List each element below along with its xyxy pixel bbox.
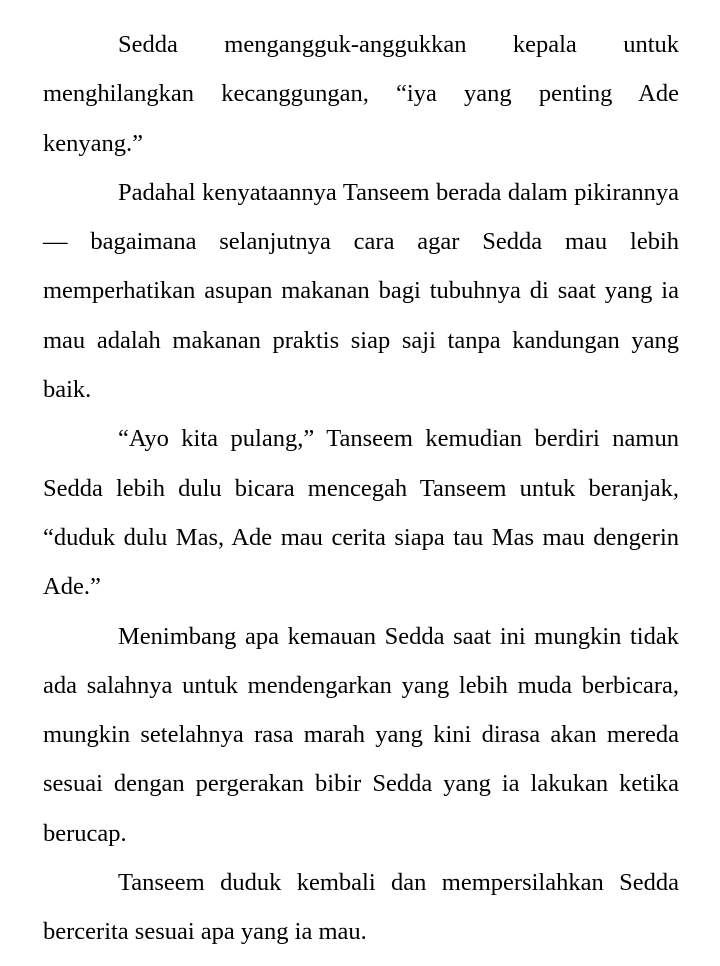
paragraph: Sedda mengangguk-anggukkan kepala untuk menghilangkan kecanggungan, “iya yang penting Ade kenyang.” <box>43 31 679 157</box>
paragraph: Tanseem duduk kembali dan mempersilahkan Sedda bercerita sesuai apa yang ia mau. <box>43 869 679 946</box>
paragraph: “Ayo kita pulang,” Tanseem kemudian berdiri namun Sedda lebih dulu bicara mencegah Tanseem untuk beranjak, “duduk dulu Mas, Ade mau cerita siapa tau Mas mau dengerin Ade.” <box>43 425 679 601</box>
document-page <box>43 20 679 957</box>
paragraph: Padahal kenyataannya Tanseem berada dalam pikirannya— bagaimana selanjutnya cara agar Sedda mau lebih memperhatikan asupan makanan bagi tubuhnya di saat yang ia mau adalah makanan praktis siap saji tanpa kandungan yang baik. <box>43 178 679 404</box>
paragraph: Menimbang apa kemauan Sedda saat ini mungkin tidak ada salahnya untuk mendengarkan yang lebih muda berbicara, mungkin setelahnya rasa marah yang kini dirasa akan mereda sesuai dengan pergerakan bibir Sedda yang ia lakukan ketika berucap. <box>43 622 679 847</box>
